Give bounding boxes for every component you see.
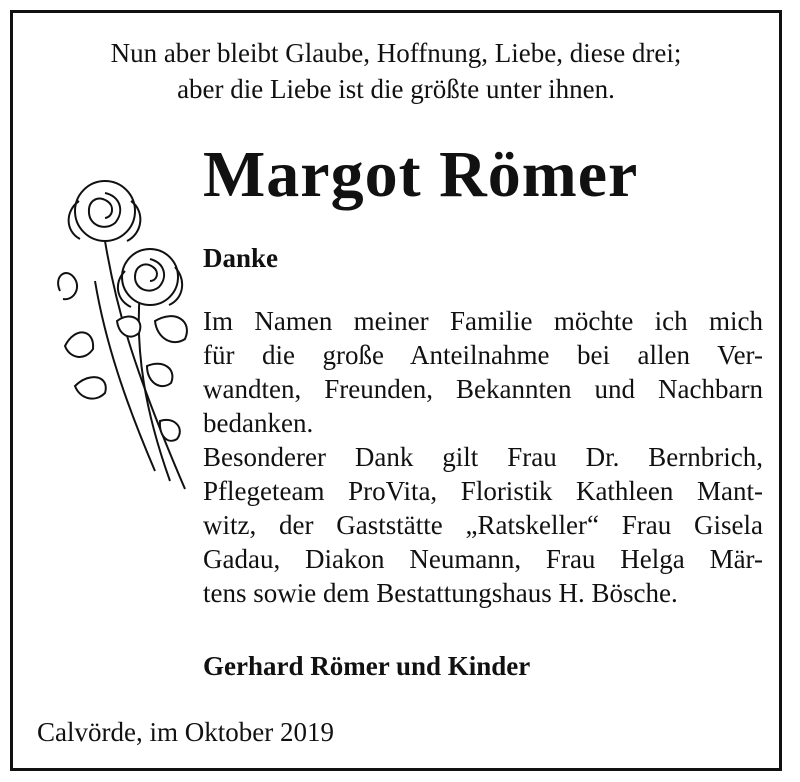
text-line: Besonderer Dank gilt Frau Dr. Bernbrich, — [203, 442, 763, 472]
place-date: Calvörde, im Oktober 2019 — [37, 717, 334, 747]
text-line: wandten, Freunden, Bekannten und Nachbarn — [203, 374, 763, 404]
verse-line-2: aber die Liebe ist die größte unter ihnen. — [177, 74, 615, 104]
deceased-name: Margot Römer — [203, 138, 639, 211]
verse-line-1: Nun aber bleibt Glaube, Hoffnung, Liebe, diese drei; — [110, 38, 682, 68]
roses-icon — [35, 171, 207, 495]
signature: Gerhard Römer und Kinder — [203, 651, 531, 681]
obituary-notice — [10, 10, 782, 771]
thanks-heading: Danke — [203, 243, 279, 273]
thanks-text — [203, 304, 763, 610]
text-line: Pflegeteam ProVita, Floristik Kathleen Mant- — [203, 476, 763, 506]
text-line: für die große Anteilnahme bei allen Ver- — [203, 340, 763, 370]
text-line: witz, der Gaststätte „Ratskeller“ Frau Gisela — [203, 510, 763, 540]
text-line: tens sowie dem Bestattungshaus H. Bösche. — [203, 578, 678, 608]
bible-verse — [13, 35, 779, 107]
text-line: Gadau, Diakon Neumann, Frau Helga Mär- — [203, 544, 763, 574]
text-line: bedanken. — [203, 408, 314, 438]
text-line: Im Namen meiner Familie möchte ich mich — [203, 306, 763, 336]
